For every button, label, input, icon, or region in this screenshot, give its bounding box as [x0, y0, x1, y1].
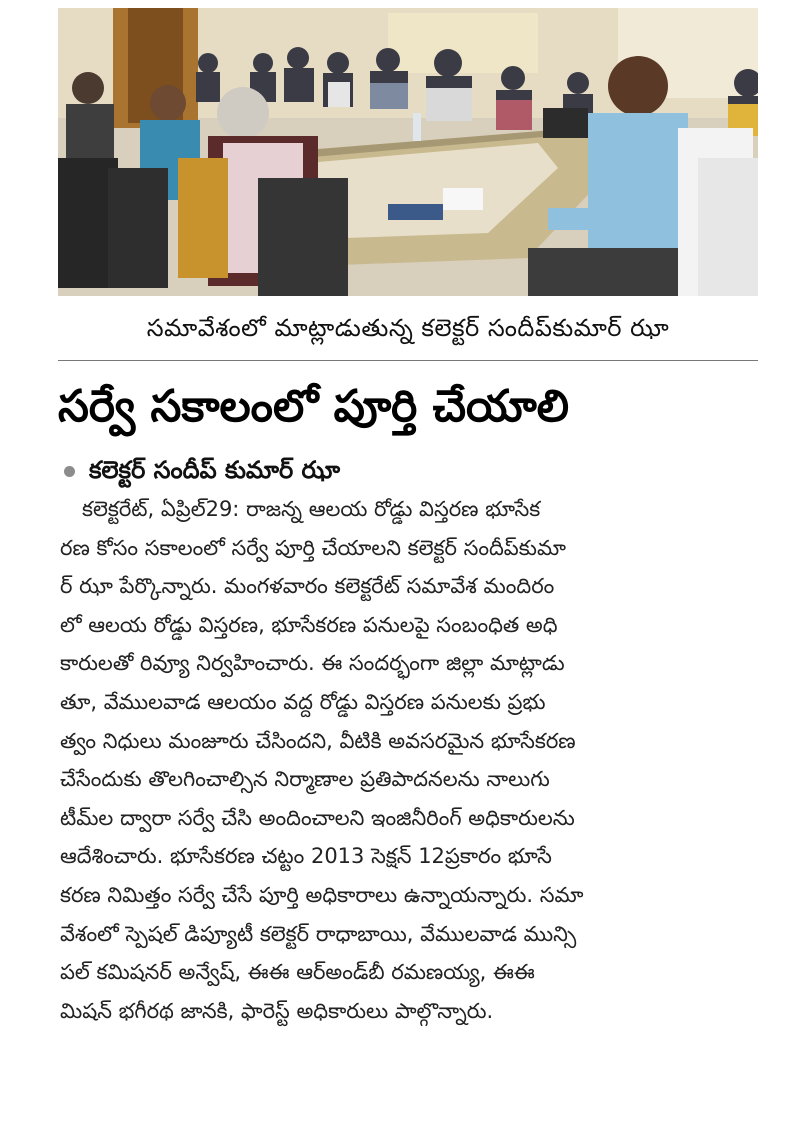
bullet-icon: [64, 466, 75, 477]
caption-divider: [58, 360, 758, 361]
article-line: లో ఆలయ రోడ్డు విస్తరణ, భూసేకరణ పనులపై సంబంధిత అధి: [60, 612, 558, 637]
article-line: మిషన్ భగీరథ జానకి, ఫారెస్ట్ అధికారులు పాల్గొన్నారు.: [60, 998, 494, 1023]
article-line: చేసేందుకు తొలగించాల్సిన నిర్మాణాల ప్రతిపాదనలను నాలుగు: [60, 767, 550, 792]
article-line: త్వం నిధులు మంజూరు చేసిందని, వీటికి అవసరమైన భూసేకరణ: [60, 728, 576, 753]
article-line: ర్ ఝా పేర్కొన్నారు. మంగళవారం కలెక్టరేట్ సమావేశ మందిరం: [60, 574, 555, 599]
article-line: కరణ నిమిత్తం సర్వే చేసే పూర్తి అధికారాలు ఉన్నాయన్నారు. సమా: [60, 882, 584, 907]
article-line: పల్ కమిషనర్ అన్వేష్, ఈఈ ఆర్అండ్‌బీ రమణయ్య, ఈఈ: [60, 960, 535, 985]
meeting-photo: [58, 8, 758, 296]
article-line: రణ కోసం సకాలంలో సర్వే పూర్తి చేయాలని కలెక్టర్ సందీప్‌కుమా: [60, 535, 566, 560]
meeting-photo-illustration: [58, 8, 758, 296]
subheadline-text: కలెక్టర్ సందీప్ కుమార్ ఝా: [89, 456, 341, 484]
article-line: తూ, వేములవాడ ఆలయం వద్ద రోడ్డు విస్తరణ పనులకు ప్రభు: [60, 689, 546, 714]
subheadline: [64, 450, 754, 490]
article-line: టీమ్‌ల ద్వారా సర్వే చేసి అందించాలని ఇంజినీరింగ్ అధికారులను: [60, 805, 575, 830]
headline: సర్వే సకాలంలో పూర్తి చేయాలి: [58, 381, 569, 432]
article-line: వేశంలో స్పెషల్ డిప్యూటీ కలెక్టర్ రాధాబాయి, వేములవాడ మున్సి: [60, 921, 577, 946]
article-line: కారులతో రివ్యూ నిర్వహించారు. ఈ సందర్భంగా జిల్లా మాట్లాడు: [60, 651, 565, 676]
article-line: ఆదేశించారు. భూసేకరణ చట్టం 2013 సెక్షన్ 12ప్రకారం భూసే: [60, 844, 552, 869]
article-body: [60, 490, 760, 1030]
photo-caption: సమావేశంలో మాట్లాడుతున్న కలెక్టర్ సందీప్‌కుమార్ ఝా: [146, 314, 670, 342]
article-line: కలెక్టరేట్, ఏప్రిల్29: రాజన్న ఆలయ రోడ్డు విస్తరణ భూసేక: [82, 497, 541, 521]
